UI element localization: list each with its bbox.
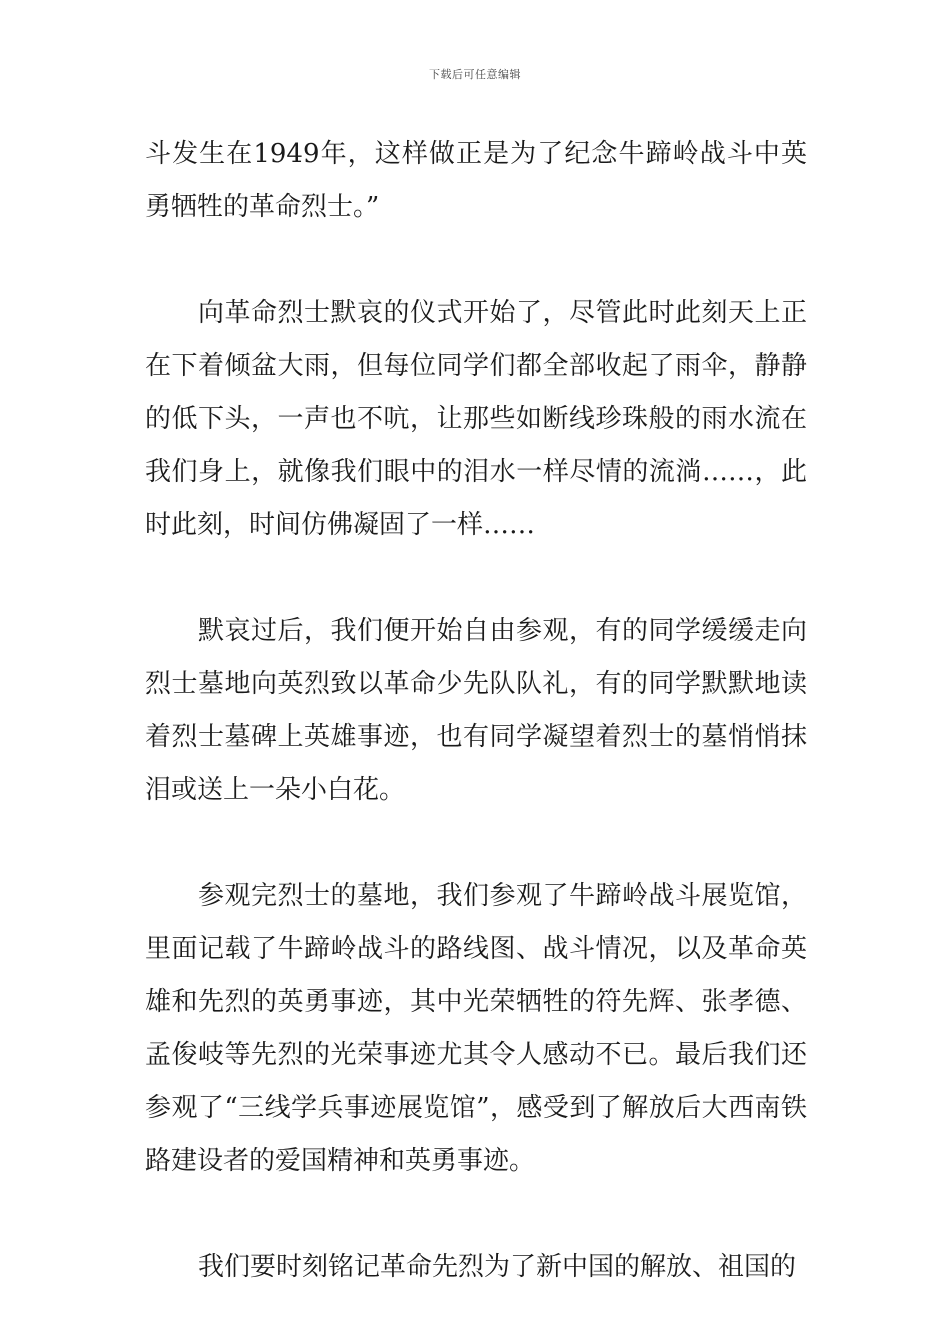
paragraph-silent-tribute: 向革命烈士默哀的仪式开始了，尽管此时此刻天上正在下着倾盆大雨，但每位同学们都全部收起了雨伞，静静的低下头，一声也不吭，让那些如断线珍珠般的雨水流在我们身上，就像我们眼中的泪水一样尽情的流淌……，此时此刻，时间仿佛凝固了一样…… — [145, 298, 807, 540]
page-header-note: 下载后可任意编辑 — [429, 68, 521, 81]
document-body — [145, 128, 807, 1294]
paragraph-remember-martyrs: 我们要时刻铭记革命先烈为了新中国的解放、祖国的 — [198, 1252, 797, 1282]
paragraph-free-visit: 默哀过后，我们便开始自由参观，有的同学缓缓走向烈士墓地向英烈致以革命少先队队礼，有的同学默默地读着烈士墓碑上英雄事迹，也有同学凝望着烈士的墓悄悄抹泪或送上一朵小白花。 — [145, 616, 807, 805]
paragraph-exhibition-hall: 参观完烈士的墓地，我们参观了牛蹄岭战斗展览馆，里面记载了牛蹄岭战斗的路线图、战斗情况，以及革命英雄和先烈的英勇事迹，其中光荣牺牲的符先辉、张孝德、孟俊岐等先烈的光荣事迹尤其令人感动不已。最后我们还参观了“三线学兵事迹展览馆”，感受到了解放后大西南铁路建设者的爱国精神和英勇事迹。 — [145, 881, 807, 1176]
paragraph-continuation: 斗发生在1949年，这样做正是为了纪念牛蹄岭战斗中英勇牺牲的革命烈士。” — [145, 139, 807, 222]
